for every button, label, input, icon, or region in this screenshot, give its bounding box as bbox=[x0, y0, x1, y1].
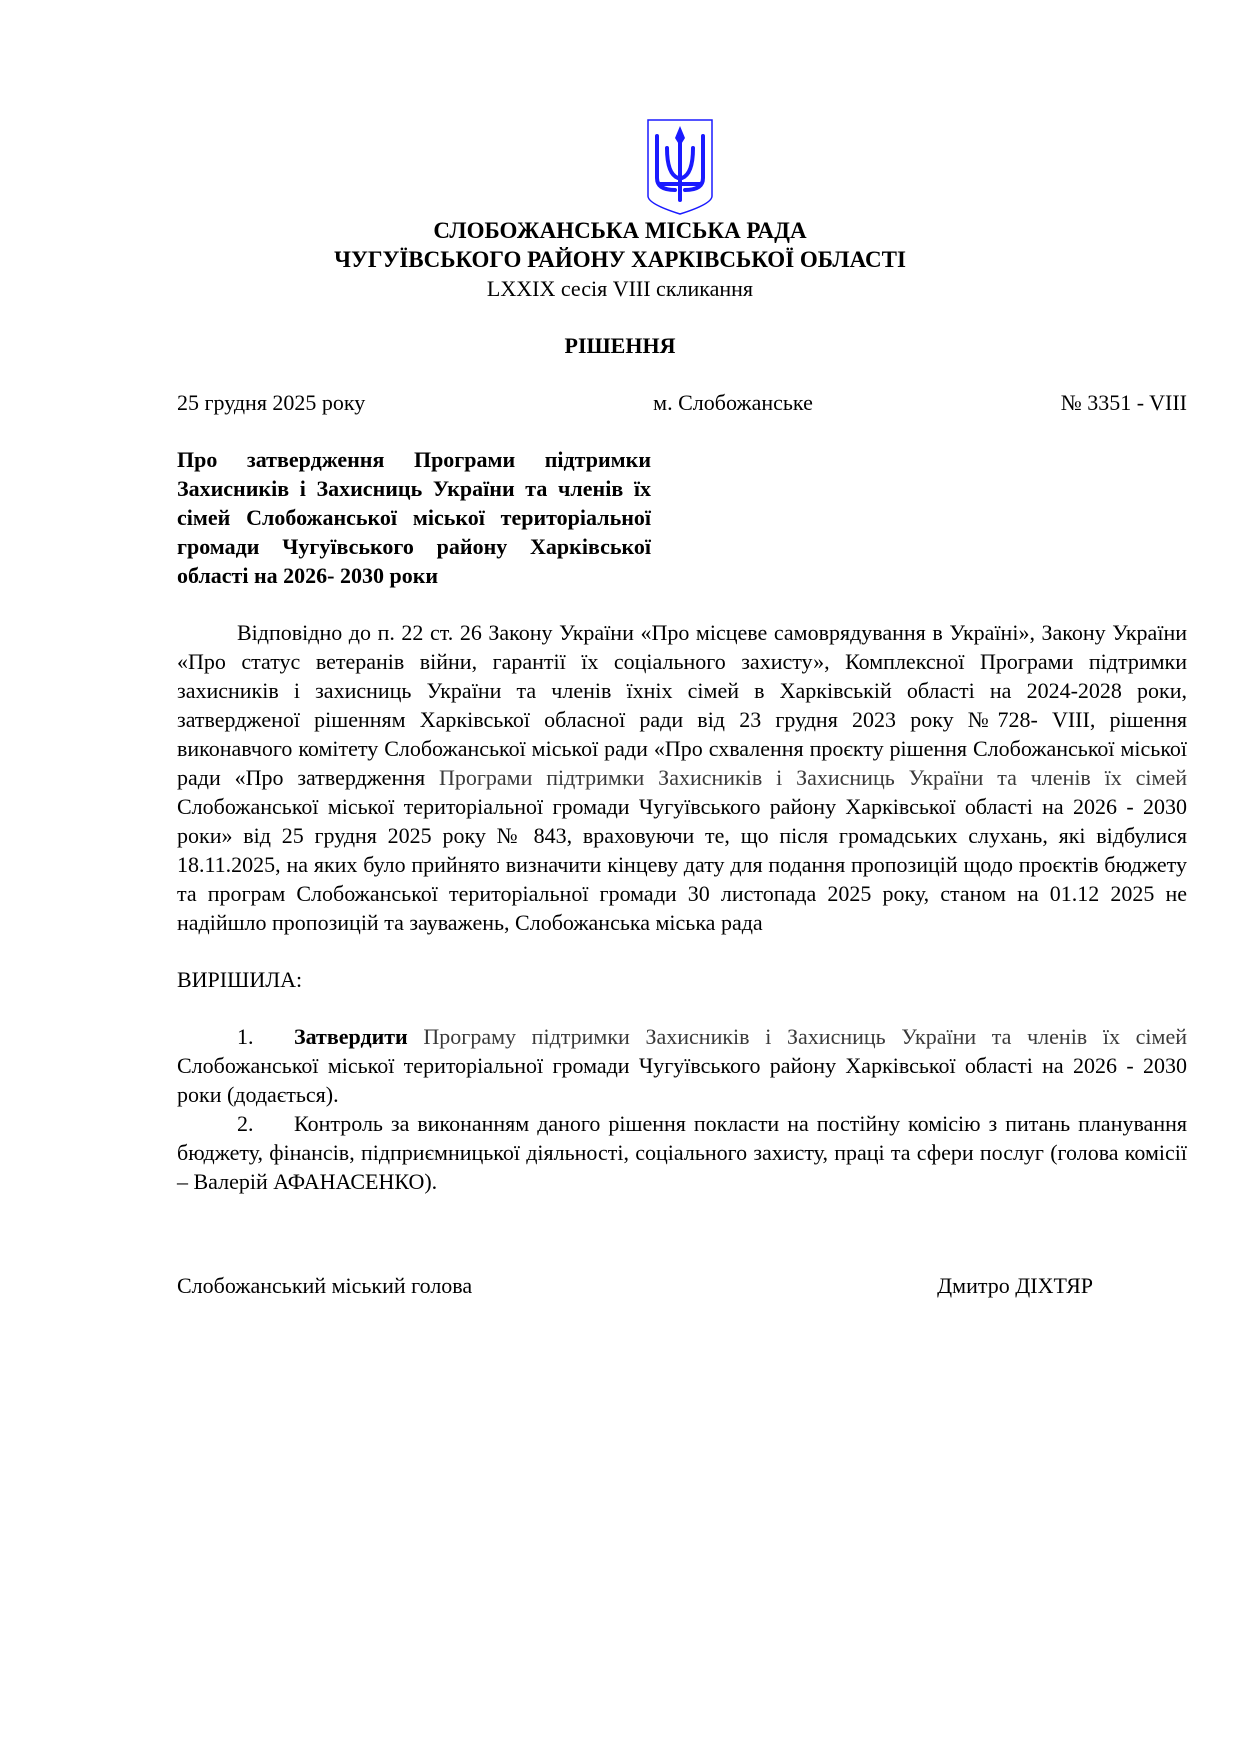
decision-subject: Про затвердження Програми підтримки Захисників і Захисниць України та членів їх сімей Слобожанської міської територіальної громади Чугуївського району Харківської області на 2026- 2030 роки bbox=[177, 447, 651, 588]
district-name: ЧУГУЇВСЬКОГО РАЙОНУ ХАРКІВСЬКОЇ ОБЛАСТІ bbox=[334, 247, 906, 272]
decision-item-2 bbox=[177, 1109, 1187, 1196]
document-date: 25 грудня 2025 року bbox=[177, 390, 366, 415]
item-bold-verb: Затвердити bbox=[294, 1024, 408, 1049]
preamble-part-1: Відповідно до п. 22 ст. 26 Закону України «Про місцеве самоврядування в Україні», Закону України «Про статус ветеранів війни, гарантії їх соціального захисту», Комплексної Програми підтримки захисників і захисниць України та членів їхніх сімей в Харківській області на 2024-2028 роки, затвердженої рішенням Харківської обласної ради від 23 грудня 2023 року №728- VIII, рішення виконавчого комітету Слобожанської міської ради «Про схвалення проєкту рішення Слобожанської міської ради «Про затвердження bbox=[177, 620, 1187, 790]
ukraine-emblem-icon bbox=[645, 118, 715, 216]
document-type: РІШЕННЯ bbox=[564, 333, 676, 358]
preamble-part-2: Програми підтримки Захисників і Захисниць України та членів їх сімей bbox=[438, 765, 1187, 790]
item-number: 2. bbox=[237, 1111, 254, 1136]
decision-items bbox=[177, 1022, 1187, 1196]
document-place: м. Слобожанське bbox=[653, 390, 813, 415]
document-number: № 3351 - VIII bbox=[1060, 390, 1187, 415]
item-text: Слобожанської міської територіальної громади Чугуївського району Харківської області на 2026 - 2030 роки (додається). bbox=[177, 1053, 1187, 1107]
item-text: Контроль за виконанням даного рішення покласти на постійну комісію з питань планування бюджету, фінансів, підприємницької діяльності, соціального захисту, праці та сфери послуг (голова комісії – Валерій АФАНАСЕНКО). bbox=[177, 1111, 1187, 1194]
council-name: СЛОБОЖАНСЬКА МІСЬКА РАДА bbox=[433, 218, 807, 243]
session-info: LXXIX сесія VIII скликання bbox=[486, 276, 754, 301]
document-meta-row bbox=[177, 388, 1187, 417]
signatory-name: Дмитро ДІХТЯР bbox=[937, 1273, 1093, 1298]
signature-block bbox=[177, 1271, 1093, 1300]
preamble-part-3: Слобожанської міської територіальної громади Чугуївського району Харківської області на 2026 - 2030 роки» від 25 грудня 2025 року № 843, враховуючи те, що після громадських слухань, які відбулися 18.11.2025, на яких було прийнято визначити кінцеву дату для подання пропозицій щодо проєктів бюджету та програм Слобожанської територіальної громади 30 листопада 2025 року, станом на 01.12 2025 не надійшло пропозицій та зауважень, Слобожанська міська рада bbox=[177, 794, 1187, 935]
preamble bbox=[177, 618, 1187, 937]
item-number: 1. bbox=[237, 1024, 254, 1049]
decision-item-1 bbox=[177, 1022, 1187, 1109]
item-program-name: Програму підтримки Захисників і Захисниць України та членів їх сімей bbox=[407, 1024, 1187, 1049]
signatory-position: Слобожанський міський голова bbox=[177, 1273, 473, 1298]
decided-heading: ВИРІШИЛА: bbox=[177, 967, 303, 992]
